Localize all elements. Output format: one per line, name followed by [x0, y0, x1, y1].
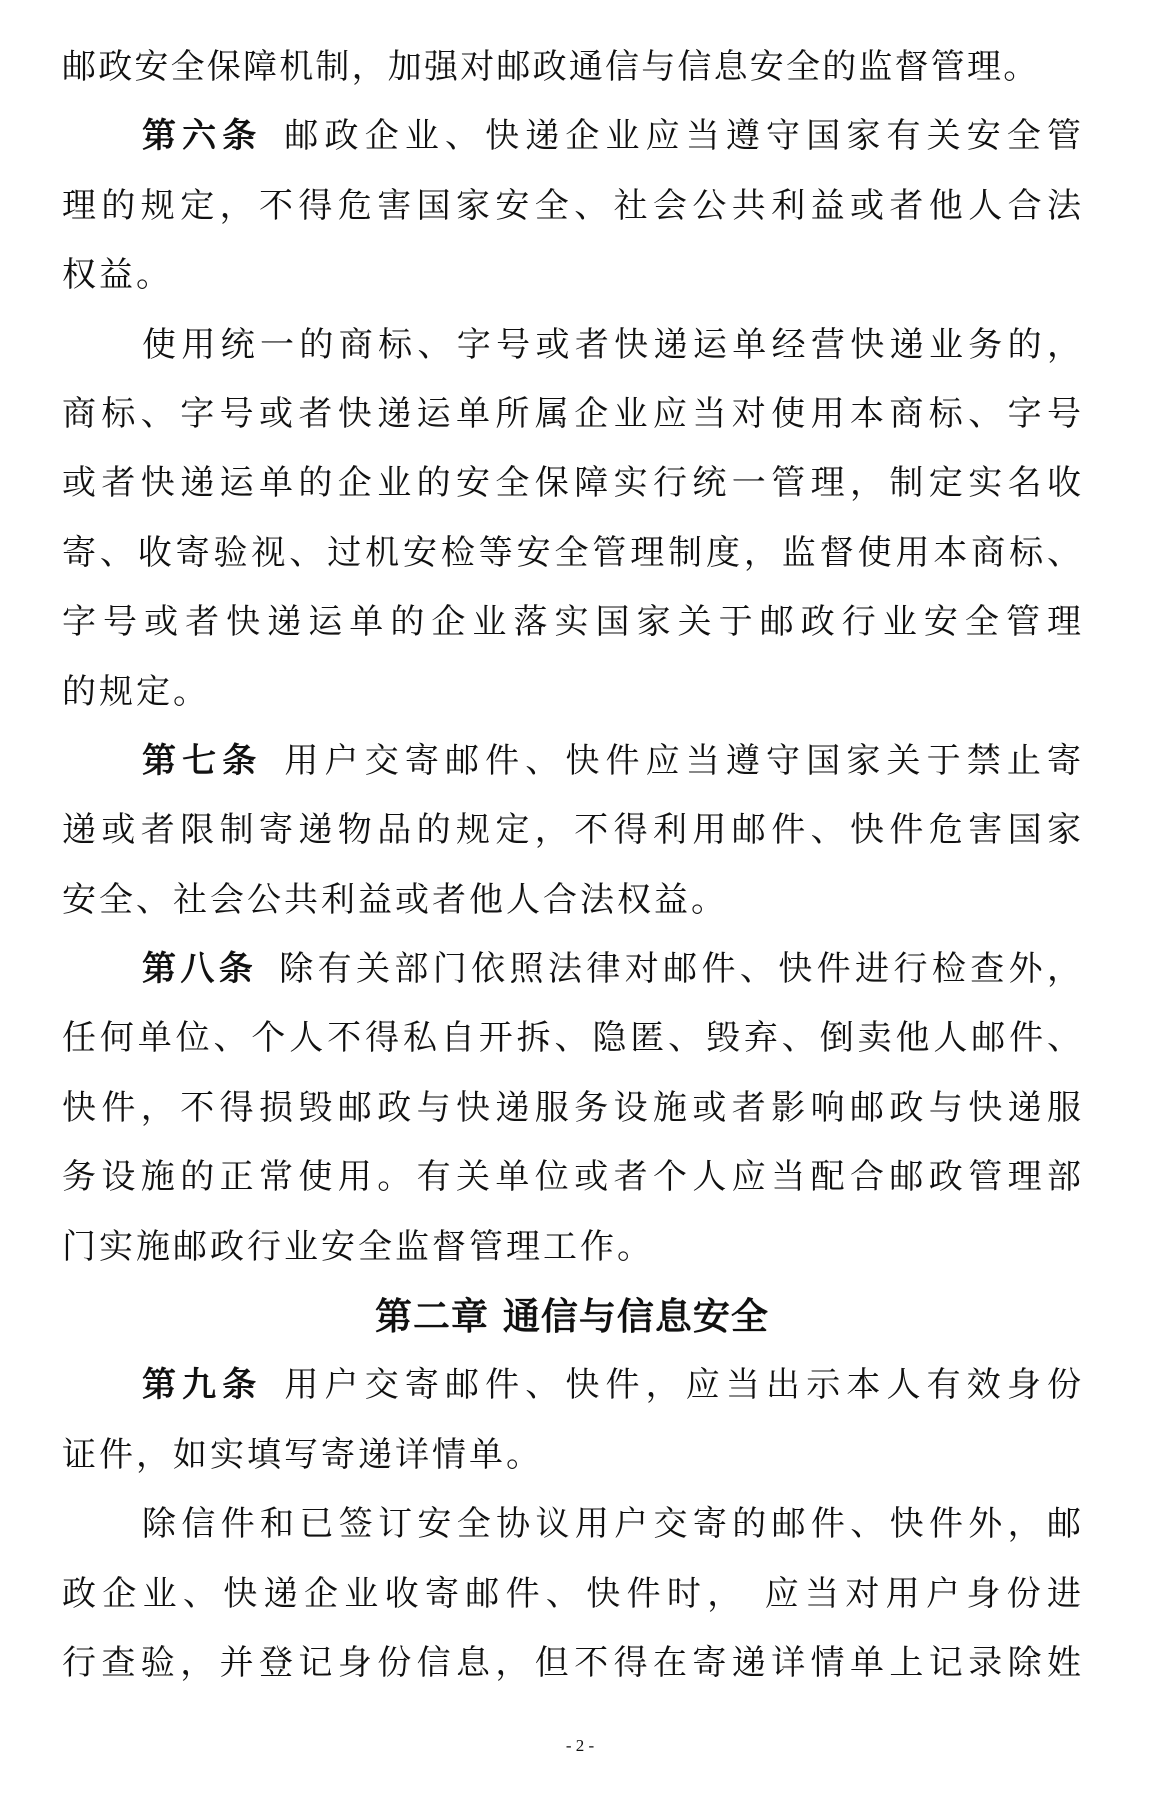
- article-number: 第八条: [142, 949, 258, 990]
- text-line: [62, 102, 1082, 171]
- line-text: 或者快递运单的企业的安全保障实行统一管理，制定实名收: [62, 463, 1082, 504]
- text-line: [62, 935, 1082, 1004]
- line-text: 行查验，并登记身份信息，但不得在寄递详情单上记录除姓: [62, 1642, 1082, 1683]
- line-text: 用户交寄邮件、快件应当遵守国家关于禁止寄: [284, 740, 1083, 781]
- text-line: [62, 796, 1082, 865]
- line-text: 使用统一的商标、字号或者快递运单经营快递业务的，: [142, 324, 1082, 365]
- line-text: 用户交寄邮件、快件，应当出示本人有效身份: [284, 1365, 1083, 1406]
- line-text: 除有关部门依照法律对邮件、快件进行检查外，: [279, 949, 1083, 990]
- text-line: [62, 1629, 1082, 1698]
- line-text: 寄、收寄验视、过机安检等安全管理制度，监督使用本商标、: [62, 532, 1082, 573]
- chapter-heading: [62, 1282, 1082, 1351]
- line-text: 安全、社会公共利益或者他人合法权益。: [62, 879, 728, 920]
- line-text: 证件，如实填写寄递详情单。: [62, 1434, 543, 1475]
- text-line: [62, 1074, 1082, 1143]
- line-text: 快件，不得损毁邮政与快递服务设施或者影响邮政与快递服: [62, 1087, 1082, 1128]
- line-text: 政企业、快递企业收寄邮件、快件时， 应当对用户身份进: [62, 1573, 1082, 1614]
- line-text: 理的规定，不得危害国家安全、社会公共利益或者他人合法: [62, 185, 1082, 226]
- text-line: [62, 241, 1082, 310]
- line-text: 的规定。: [62, 671, 210, 712]
- document-body: [62, 33, 1082, 1698]
- text-line: [62, 1004, 1082, 1073]
- line-text: 邮政企业、快递企业应当遵守国家有关安全管: [284, 116, 1083, 157]
- text-line: [62, 727, 1082, 796]
- line-text: 递或者限制寄递物品的规定，不得利用邮件、快件危害国家: [62, 810, 1082, 851]
- text-line: [62, 1421, 1082, 1490]
- text-line: [62, 588, 1082, 657]
- line-text: 任何单位、个人不得私自开拆、隐匿、毁弃、倒卖他人邮件、: [62, 1018, 1082, 1059]
- article-number: 第九条: [142, 1365, 263, 1406]
- line-text: 商标、字号或者快递运单所属企业应当对使用本商标、字号: [62, 393, 1082, 434]
- text-line: [62, 172, 1082, 241]
- line-text: 门实施邮政行业安全监督管理工作。: [62, 1226, 654, 1267]
- text-line: [62, 658, 1082, 727]
- article-number: 第六条: [142, 116, 263, 157]
- line-text: 务设施的正常使用。有关单位或者个人应当配合邮政管理部: [62, 1157, 1082, 1198]
- page-number: - 2 -: [565, 1736, 595, 1755]
- article-number: 第七条: [142, 740, 263, 781]
- line-text: 除信件和已签订安全协议用户交寄的邮件、快件外，邮: [142, 1504, 1082, 1545]
- line-text: 第二章 通信与信息安全: [375, 1295, 769, 1339]
- text-line: [62, 33, 1112, 102]
- line-text: 邮政安全保障机制，加强对邮政通信与信息安全的监督管理。: [62, 47, 1040, 87]
- text-line: [62, 449, 1082, 518]
- text-line: [62, 311, 1082, 380]
- text-line: [62, 1490, 1082, 1559]
- text-line: [62, 519, 1082, 588]
- text-line: [62, 1351, 1082, 1420]
- text-line: [62, 1143, 1082, 1212]
- text-line: [62, 866, 1082, 935]
- line-text: 权益。: [62, 255, 173, 296]
- text-line: [62, 1560, 1082, 1629]
- line-text: 字号或者快递运单的企业落实国家关于邮政行业安全管理: [62, 602, 1082, 643]
- text-line: [62, 1213, 1082, 1282]
- text-line: [62, 380, 1082, 449]
